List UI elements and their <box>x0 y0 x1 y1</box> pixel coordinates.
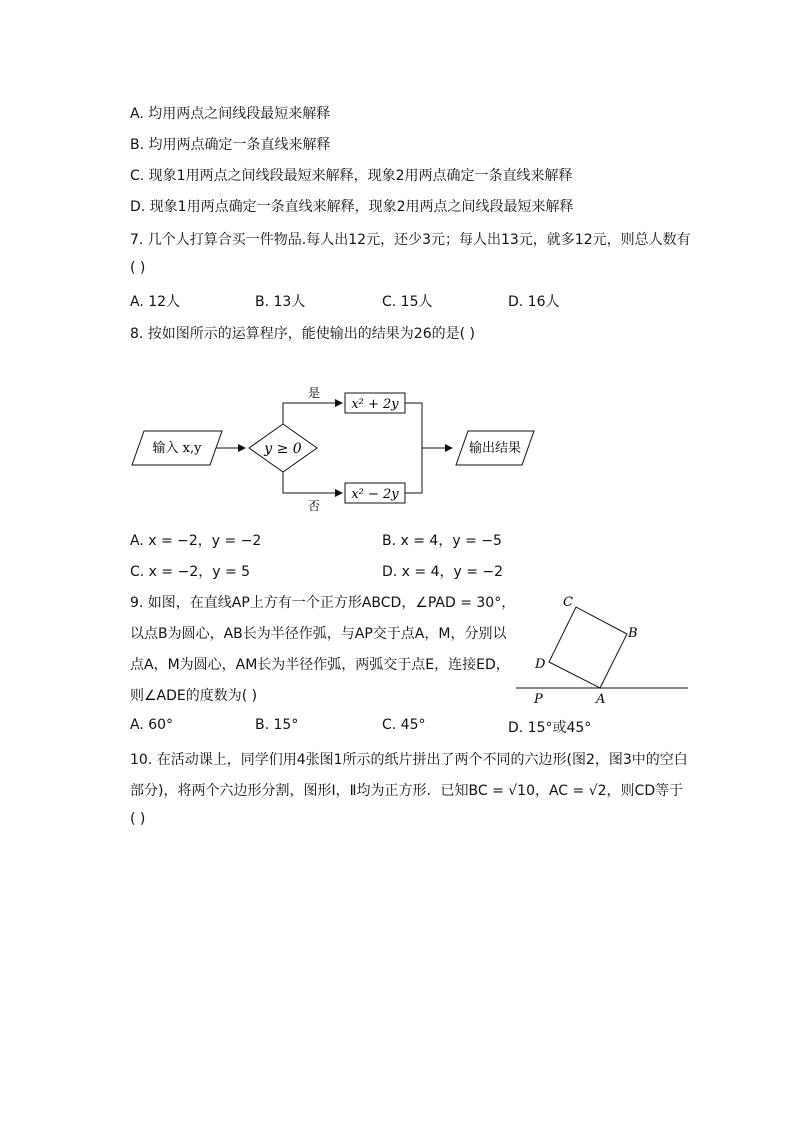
label-b: B <box>628 626 638 641</box>
q8-option-c: C. x = −2，y = 5 <box>130 564 251 580</box>
square-figure <box>512 592 692 707</box>
q10-line-1: 10. 在活动课上，同学们用4张图1所示的纸片拼出了两个不同的六边形(图2，图3中的空白 <box>130 752 688 768</box>
q9-line-3: 点A，M为圆心，AM长为半径作弧，两弧交于点E，连接ED， <box>130 657 510 673</box>
q8-stem: 8. 按如图所示的运算程序，能使输出的结果为26的是( ) <box>130 326 475 342</box>
merge-top <box>405 403 422 493</box>
yes-label: 是 <box>307 386 321 400</box>
square-abcd <box>549 607 627 688</box>
no-branch <box>283 472 342 493</box>
label-a: A <box>596 692 606 707</box>
q8-option-b: B. x = 4，y = −5 <box>382 533 502 549</box>
q10-line-3: ( ) <box>130 811 146 827</box>
q7-option-d: D. 16人 <box>508 294 560 310</box>
q9-option-a: A. 60° <box>130 717 174 733</box>
q6-option-c: C. 现象1用两点之间线段最短来解释，现象2用两点确定一条直线来解释 <box>130 168 573 184</box>
q10-line-2: 部分)，将两个六边形分割，图形Ⅰ，Ⅱ均为正方形．已知BC = √10，AC = √2，则CD等于 <box>130 783 684 799</box>
q6-option-a: A. 均用两点之间线段最短来解释 <box>130 106 331 122</box>
label-p: P <box>534 692 543 707</box>
label-c: C <box>563 595 573 610</box>
condition-label: y ≥ 0 <box>264 441 302 457</box>
top-formula: x² + 2y <box>351 397 399 412</box>
q9-line-1: 9. 如图，在直线AP上方有一个正方形ABCD，∠PAD = 30°， <box>130 595 516 611</box>
q6-option-d: D. 现象1用两点确定一条直线来解释，现象2用两点之间线段最短来解释 <box>130 199 574 215</box>
q7-option-b: B. 13人 <box>255 294 306 310</box>
q9-option-b: B. 15° <box>255 717 299 733</box>
flowchart <box>130 380 550 520</box>
bottom-formula: x² − 2y <box>351 487 399 502</box>
output-label: 输出结果 <box>468 441 522 456</box>
no-label: 否 <box>307 499 321 513</box>
q6-option-b: B. 均用两点确定一条直线来解释 <box>130 137 331 153</box>
q8-option-a: A. x = −2，y = −2 <box>130 533 262 549</box>
q7-option-a: A. 12人 <box>130 294 181 310</box>
input-label: 输入 x,y <box>152 441 202 456</box>
q7-paren: ( ) <box>130 260 146 276</box>
q7-stem: 7. 几个人打算合买一件物品.每人出12元，还少3元；每人出13元，就多12元，则总人数有 <box>130 232 691 248</box>
q8-option-d: D. x = 4，y = −2 <box>382 564 504 580</box>
q9-line-2: 以点B为圆心，AB长为半径作弧，与AP交于点A，M，分别以 <box>130 626 507 642</box>
label-d: D <box>535 657 546 672</box>
q9-option-c: C. 45° <box>382 717 426 733</box>
q7-option-c: C. 15人 <box>382 294 433 310</box>
q9-line-4: 则∠ADE的度数为( ) <box>130 688 258 704</box>
yes-branch <box>283 403 342 424</box>
q9-option-d: D. 15°或45° <box>508 720 592 736</box>
